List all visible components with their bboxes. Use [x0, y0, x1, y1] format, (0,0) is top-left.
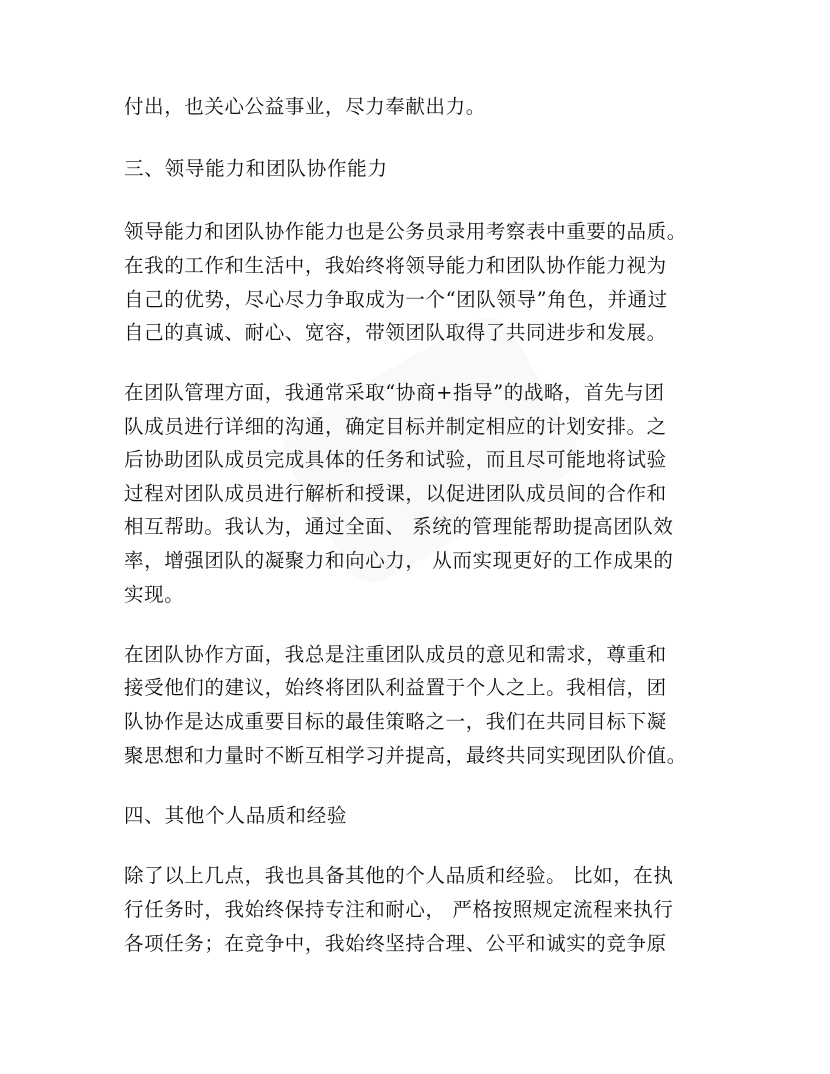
paragraph-line: 自己的真诚、耐心、宽容，带领团队取得了共同进步和发展。 [124, 321, 667, 344]
paragraph-line: 在我的工作和生活中，我始终将领导能力和团队协作能力视为 [124, 254, 667, 277]
paragraph-line: 率，增强团队的凝聚力和向心力， 从而实现更好的工作成果的 [124, 549, 674, 572]
paragraph-line: 相互帮助。我认为，通过全面、 系统的管理能帮助提高团队效 [124, 515, 674, 538]
paragraph-line: 自己的优势，尽心尽力争取成为一个“团队领导”角色，并通过 [124, 288, 668, 311]
section-heading-4: 四、其他个人品质和经验 [124, 804, 348, 827]
paragraph-line: 领导能力和团队协作能力也是公务员录用考察表中重要的品质。 [124, 220, 687, 243]
paragraph-line: 队成员进行详细的沟通，确定目标并制定相应的计划安排。之 [124, 415, 667, 438]
paragraph-line: 在团队协作方面，我总是注重团队成员的意见和需求，尊重和 [124, 643, 667, 666]
paragraph-line: 接受他们的建议，始终将团队利益置于个人之上。我相信，团 [124, 676, 667, 699]
paragraph-line: 付出，也关心公益事业，尽力奉献出力。 [124, 95, 486, 118]
paragraph-line: 除了以上几点，我也具备其他的个人品质和经验。 比如，在执 [124, 864, 674, 887]
paragraph-line: 队协作是达成重要目标的最佳策略之一，我们在共同目标下凝 [124, 710, 667, 733]
paragraph-line: 行任务时，我始终保持专注和耐心， 严格按照规定流程来执行 [124, 898, 674, 921]
paragraph-line: 实现。 [124, 583, 185, 606]
paragraph-line: 在团队管理方面，我通常采取“协商+指导”的战略，首先与团 [124, 381, 665, 404]
paragraph-line: 后协助团队成员完成具体的任务和试验，而且尽可能地将试验 [124, 448, 667, 471]
paragraph-line: 聚思想和力量时不断互相学习并提高，最终共同实现团队价值。 [124, 744, 687, 767]
section-heading-3: 三、领导能力和团队协作能力 [124, 157, 388, 180]
paragraph-line: 各项任务；在竞争中，我始终坚持合理、公平和诚实的竞争原 [124, 932, 667, 955]
paragraph-line: 过程对团队成员进行解析和授课，以促进团队成员间的合作和 [124, 482, 667, 505]
